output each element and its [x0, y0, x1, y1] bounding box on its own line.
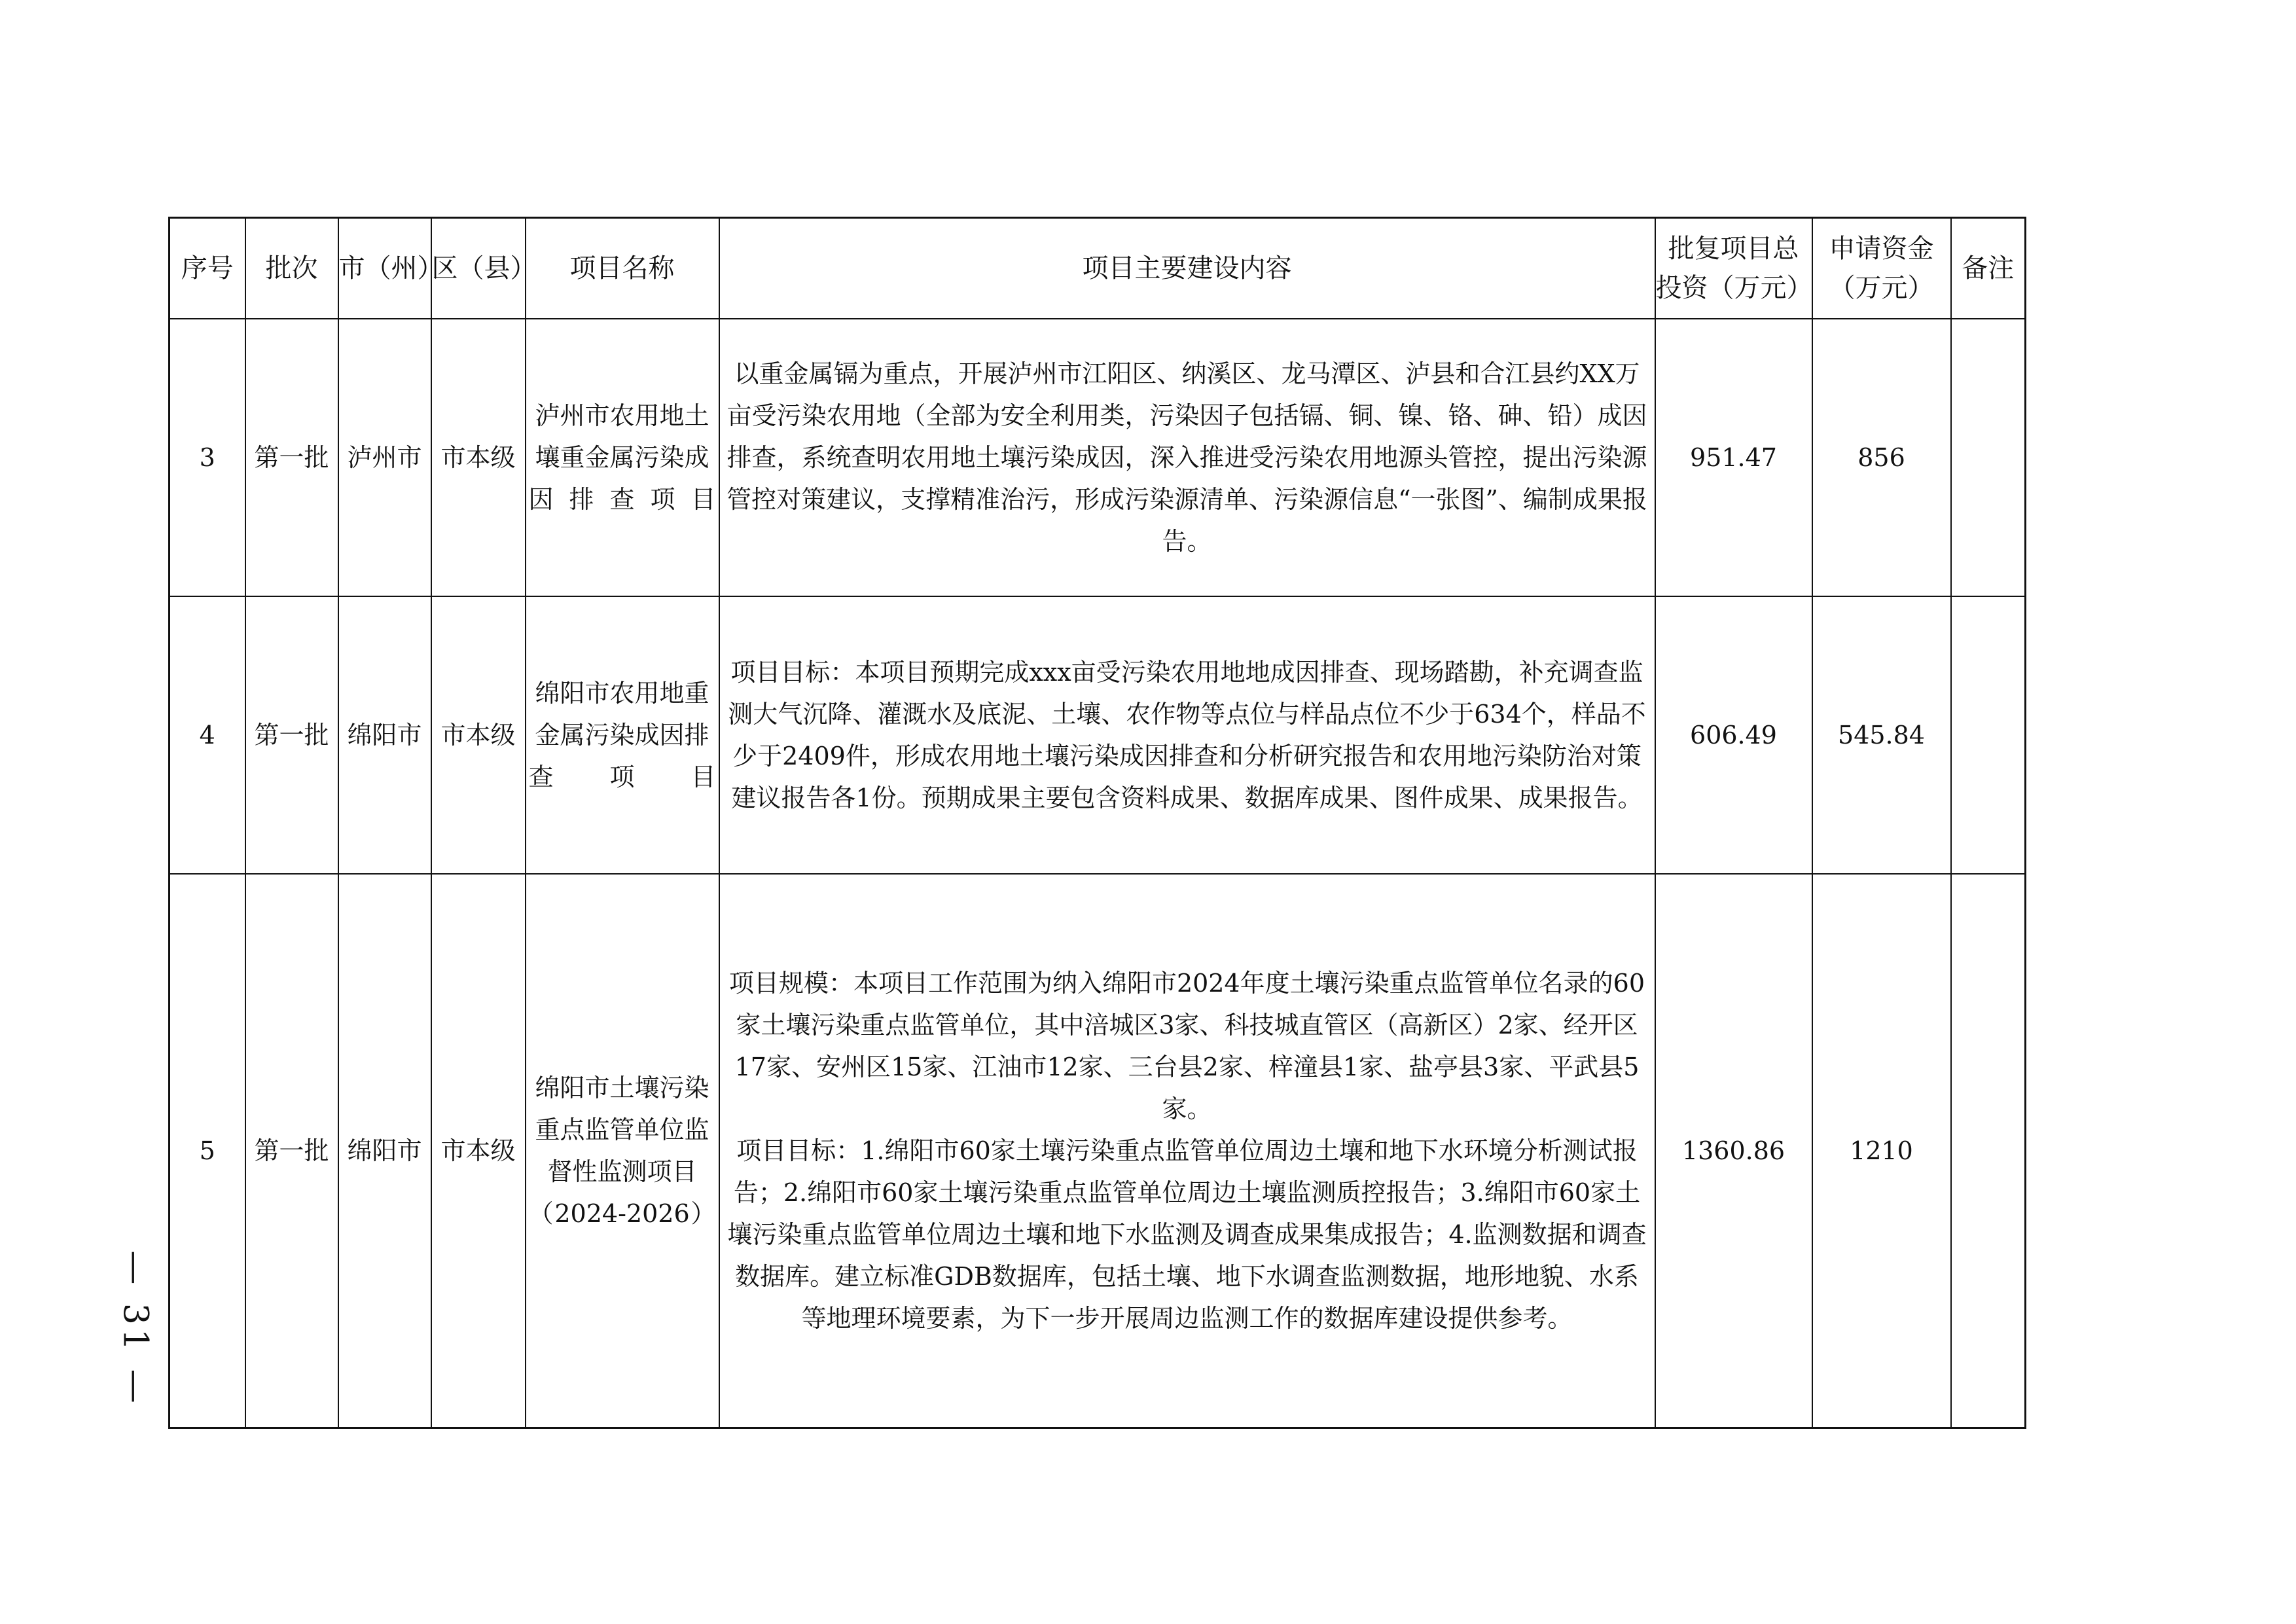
row-city: 绵阳市: [338, 874, 431, 1428]
header-district: 区（县）: [431, 218, 526, 319]
page-number-text: — 31 —: [116, 1250, 156, 1407]
row-batch: 第一批: [245, 874, 338, 1428]
header-investment-line1: 批复项目总: [1668, 234, 1799, 264]
row-seq: 5: [170, 874, 245, 1428]
project-table: [168, 217, 2026, 1429]
row-project-content: 以重金属镉为重点，开展泸州市江阳区、纳溪区、龙马潭区、泸县和合江县约XX万亩受污染农用地（全部为安全利用类，污染因子包括镉、铜、镍、铬、砷、铅）成因排查，系统查明农用地土壤污染成因，深入推进受污染农用地源头管控，提出污染源管控对策建议，支撑精准治污，形成污染源清单、污染源信息“一张图”、编制成果报告。: [719, 319, 1655, 596]
row-funding: 545.84: [1812, 596, 1951, 874]
header-seq: 序号: [170, 218, 245, 319]
row-city: 绵阳市: [338, 596, 431, 874]
content-paragraph-goal: 项目目标：1.绵阳市60家土壤污染重点监管单位周边土壤和地下水环境分析测试报告；2.绵阳市60家土壤污染重点监管单位周边土壤监测质控报告；3.绵阳市60家土壤污染重点监管单位周边土壤和地下水监测及调查成果集成报告；4.监测数据和调查数据库。建立标准GDB数据库，包括土壤、地下水调查监测数据，地形地貌、水系等地理环境要素，为下一步开展周边监测工作的数据库建设提供参考。: [727, 1136, 1647, 1333]
row-district: 市本级: [431, 319, 526, 596]
row-seq: 4: [170, 596, 245, 874]
row-batch: 第一批: [245, 596, 338, 874]
row-funding: 856: [1812, 319, 1951, 596]
row-district: 市本级: [431, 596, 526, 874]
row-remark: [1951, 596, 2026, 874]
row-seq: 3: [170, 319, 245, 596]
header-name: 项目名称: [526, 218, 719, 319]
page-number: [106, 1244, 165, 1414]
row-project-content: 项目目标：本项目预期完成xxx亩受污染农用地地成因排查、现场踏勘，补充调查监测大气沉降、灌溉水及底泥、土壤、农作物等点位与样品点位不少于634个，样品不少于2409件，形成农用地土壤污染成因排查和分析研究报告和农用地污染防治对策建议报告各1份。预期成果主要包含资料成果、数据库成果、图件成果、成果报告。: [719, 596, 1655, 874]
row-district: 市本级: [431, 874, 526, 1428]
table-header-row: [170, 218, 2026, 319]
header-batch: 批次: [245, 218, 338, 319]
header-remark: 备注: [1951, 218, 2026, 319]
table-row: [170, 596, 2026, 874]
row-investment: 1360.86: [1655, 874, 1812, 1428]
row-investment: 606.49: [1655, 596, 1812, 874]
row-remark: [1951, 874, 2026, 1428]
header-funding: [1812, 218, 1951, 319]
row-city: 泸州市: [338, 319, 431, 596]
header-investment-line2: 投资（万元）: [1655, 273, 1813, 303]
header-funding-line1: 申请资金: [1829, 234, 1934, 264]
row-investment: 951.47: [1655, 319, 1812, 596]
row-batch: 第一批: [245, 319, 338, 596]
header-investment: [1655, 218, 1812, 319]
table-row: [170, 874, 2026, 1428]
row-project-name: 绵阳市土壤污染重点监管单位监督性监测项目（2024-2026）: [526, 874, 719, 1428]
header-city: 市（州）: [338, 218, 431, 319]
row-project-content: [719, 874, 1655, 1428]
content-paragraph-scale: 项目规模：本项目工作范围为纳入绵阳市2024年度土壤污染重点监管单位名录的60家土壤污染重点监管单位，其中涪城区3家、科技城直管区（高新区）2家、经开区17家、安州区15家、江油市12家、三台县2家、梓潼县1家、盐亭县3家、平武县5家。: [728, 969, 1645, 1123]
header-funding-line2: （万元）: [1829, 273, 1934, 303]
table-row: [170, 319, 2026, 596]
row-funding: 1210: [1812, 874, 1951, 1428]
row-project-name: 泸州市农用地土壤重金属污染成因排查项目: [526, 319, 719, 596]
row-project-name: 绵阳市农用地重金属污染成因排查项目: [526, 596, 719, 874]
header-content: 项目主要建设内容: [719, 218, 1655, 319]
row-remark: [1951, 319, 2026, 596]
